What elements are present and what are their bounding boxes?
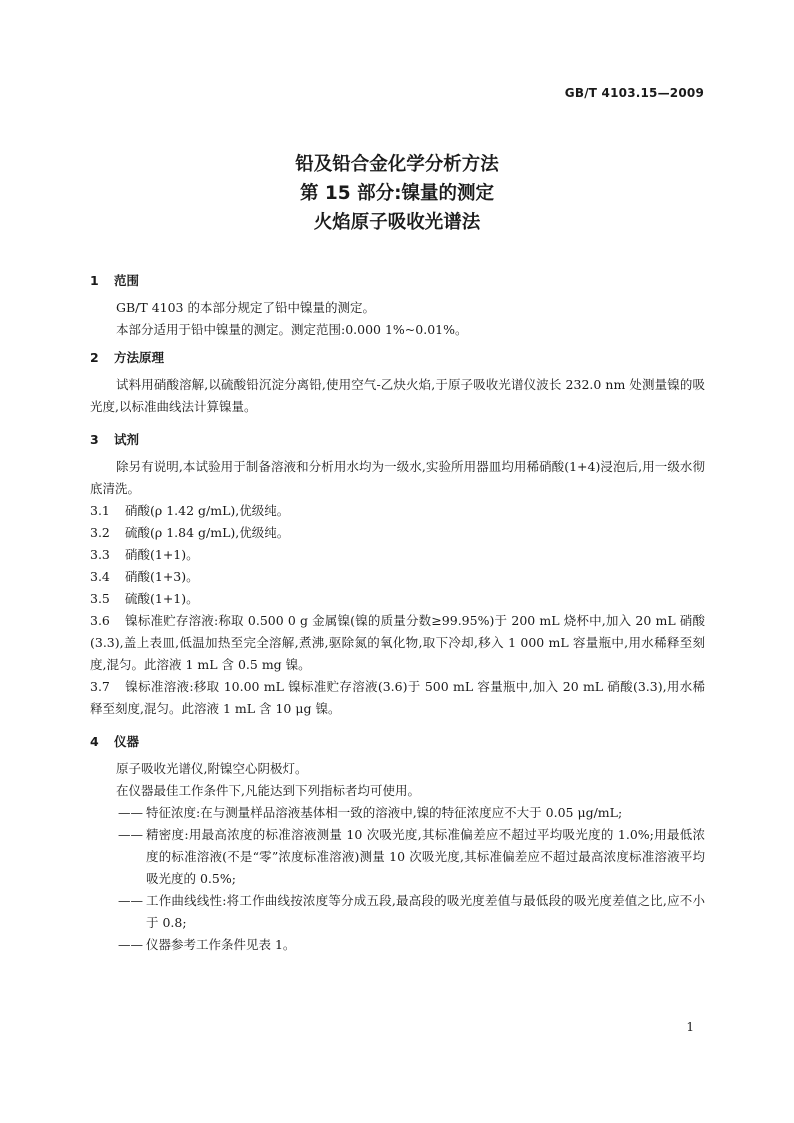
standard-code: GB/T 4103.15—2009 xyxy=(564,86,704,100)
dash-text: 精密度:用最高浓度的标准溶液测量 10 次吸光度,其标准偏差应不超过平均吸光度的 1.0%;用最低浓度的标准溶液(不是“零”浓度标准溶液)测量 10 次吸光度,其标准偏差应不超过最高浓度标准溶液平均吸光度的 0.5%; xyxy=(146,827,705,886)
reagents-intro: 除另有说明,本试验用于制备溶液和分析用水均为一级水,实验所用器皿均用稀硝酸(1+4)浸泡后,用一级水彻底清洗。 xyxy=(90,459,705,496)
item-text: 硫酸(ρ 1.84 g/mL),优级纯。 xyxy=(125,525,290,540)
reagent-item xyxy=(90,610,705,676)
item-text: 硝酸(ρ 1.42 g/mL),优级纯。 xyxy=(125,503,290,518)
section-number: 1 xyxy=(90,273,99,288)
section-title: 范围 xyxy=(114,273,140,288)
dash-text: 特征浓度:在与测量样品溶液基体相一致的溶液中,镍的特征浓度应不大于 0.05 μg/mL; xyxy=(146,805,623,820)
section-number: 4 xyxy=(90,734,99,749)
section-title: 方法原理 xyxy=(114,350,165,365)
reagent-item xyxy=(90,544,705,566)
dash-text: 工作曲线线性:将工作曲线按浓度等分成五段,最高段的吸光度差值与最低段的吸光度差值之比,应不小于 0.8; xyxy=(146,893,705,930)
item-text: 硝酸(1+3)。 xyxy=(125,569,199,584)
instrument-paragraph-1: 原子吸收光谱仪,附镍空心阴极灯。 xyxy=(116,761,308,776)
item-number: 3.7 xyxy=(90,679,110,694)
item-text: 硝酸(1+1)。 xyxy=(125,547,199,562)
dash-mark: —— xyxy=(118,827,143,842)
reagent-item xyxy=(90,522,705,544)
item-number: 3.2 xyxy=(90,525,110,540)
dash-item xyxy=(90,934,705,956)
item-text: 镍标准溶液:移取 10.00 mL 镍标准贮存溶液(3.6)于 500 mL 容量瓶中,加入 20 mL 硝酸(3.3),用水稀释至刻度,混匀。此溶液 1 mL 含 10 μg 镍。 xyxy=(90,679,705,716)
section-2-heading xyxy=(90,347,705,369)
section-number: 2 xyxy=(90,350,99,365)
document-body xyxy=(90,270,705,956)
title-line-1: 铅及铅合金化学分析方法 xyxy=(295,154,499,175)
section-title: 仪器 xyxy=(114,734,140,749)
reagent-item xyxy=(90,566,705,588)
item-text: 镍标准贮存溶液:称取 0.500 0 g 金属镍(镍的质量分数≥99.95%)于 200 mL 烧杯中,加入 20 mL 硝酸(3.3),盖上表皿,低温加热至完全溶解,煮沸,驱除氮的氧化物,取下冷却,移入 1 000 mL 容量瓶中,用水稀释至刻度,混匀。此溶液 1 mL 含 0.5 mg 镍。 xyxy=(90,613,705,672)
instrument-paragraph-2: 在仪器最佳工作条件下,凡能达到下列指标者均可使用。 xyxy=(116,783,420,798)
scope-paragraph-1: GB/T 4103 的本部分规定了铅中镍量的测定。 xyxy=(116,300,375,315)
dash-item xyxy=(90,802,705,824)
dash-item xyxy=(90,824,705,890)
dash-mark: —— xyxy=(118,805,143,820)
item-text: 硫酸(1+1)。 xyxy=(125,591,199,606)
scope-paragraph-2: 本部分适用于铅中镍量的测定。测定范围:0.000 1%~0.01%。 xyxy=(116,322,468,337)
principle-paragraph: 试料用硝酸溶解,以硫酸铅沉淀分离铅,使用空气-乙炔火焰,于原子吸收光谱仪波长 232.0 nm 处测量镍的吸光度,以标准曲线法计算镍量。 xyxy=(90,377,705,414)
reagent-item xyxy=(90,676,705,720)
item-number: 3.4 xyxy=(90,569,110,584)
reagent-item xyxy=(90,588,705,610)
section-4-heading xyxy=(90,731,705,753)
section-3-heading xyxy=(90,429,705,451)
item-number: 3.1 xyxy=(90,503,110,518)
section-1-heading xyxy=(90,270,705,292)
document-title xyxy=(0,150,794,237)
dash-mark: —— xyxy=(118,937,143,952)
dash-item xyxy=(90,890,705,934)
title-line-3: 火焰原子吸收光谱法 xyxy=(313,212,481,233)
title-line-2: 第 15 部分:镍量的测定 xyxy=(299,183,495,204)
item-number: 3.5 xyxy=(90,591,110,606)
item-number: 3.6 xyxy=(90,613,110,628)
page-number: 1 xyxy=(686,1020,694,1034)
dash-text: 仪器参考工作条件见表 1。 xyxy=(146,937,296,952)
reagent-item xyxy=(90,500,705,522)
section-number: 3 xyxy=(90,432,99,447)
dash-mark: —— xyxy=(118,893,143,908)
section-title: 试剂 xyxy=(114,432,140,447)
item-number: 3.3 xyxy=(90,547,110,562)
